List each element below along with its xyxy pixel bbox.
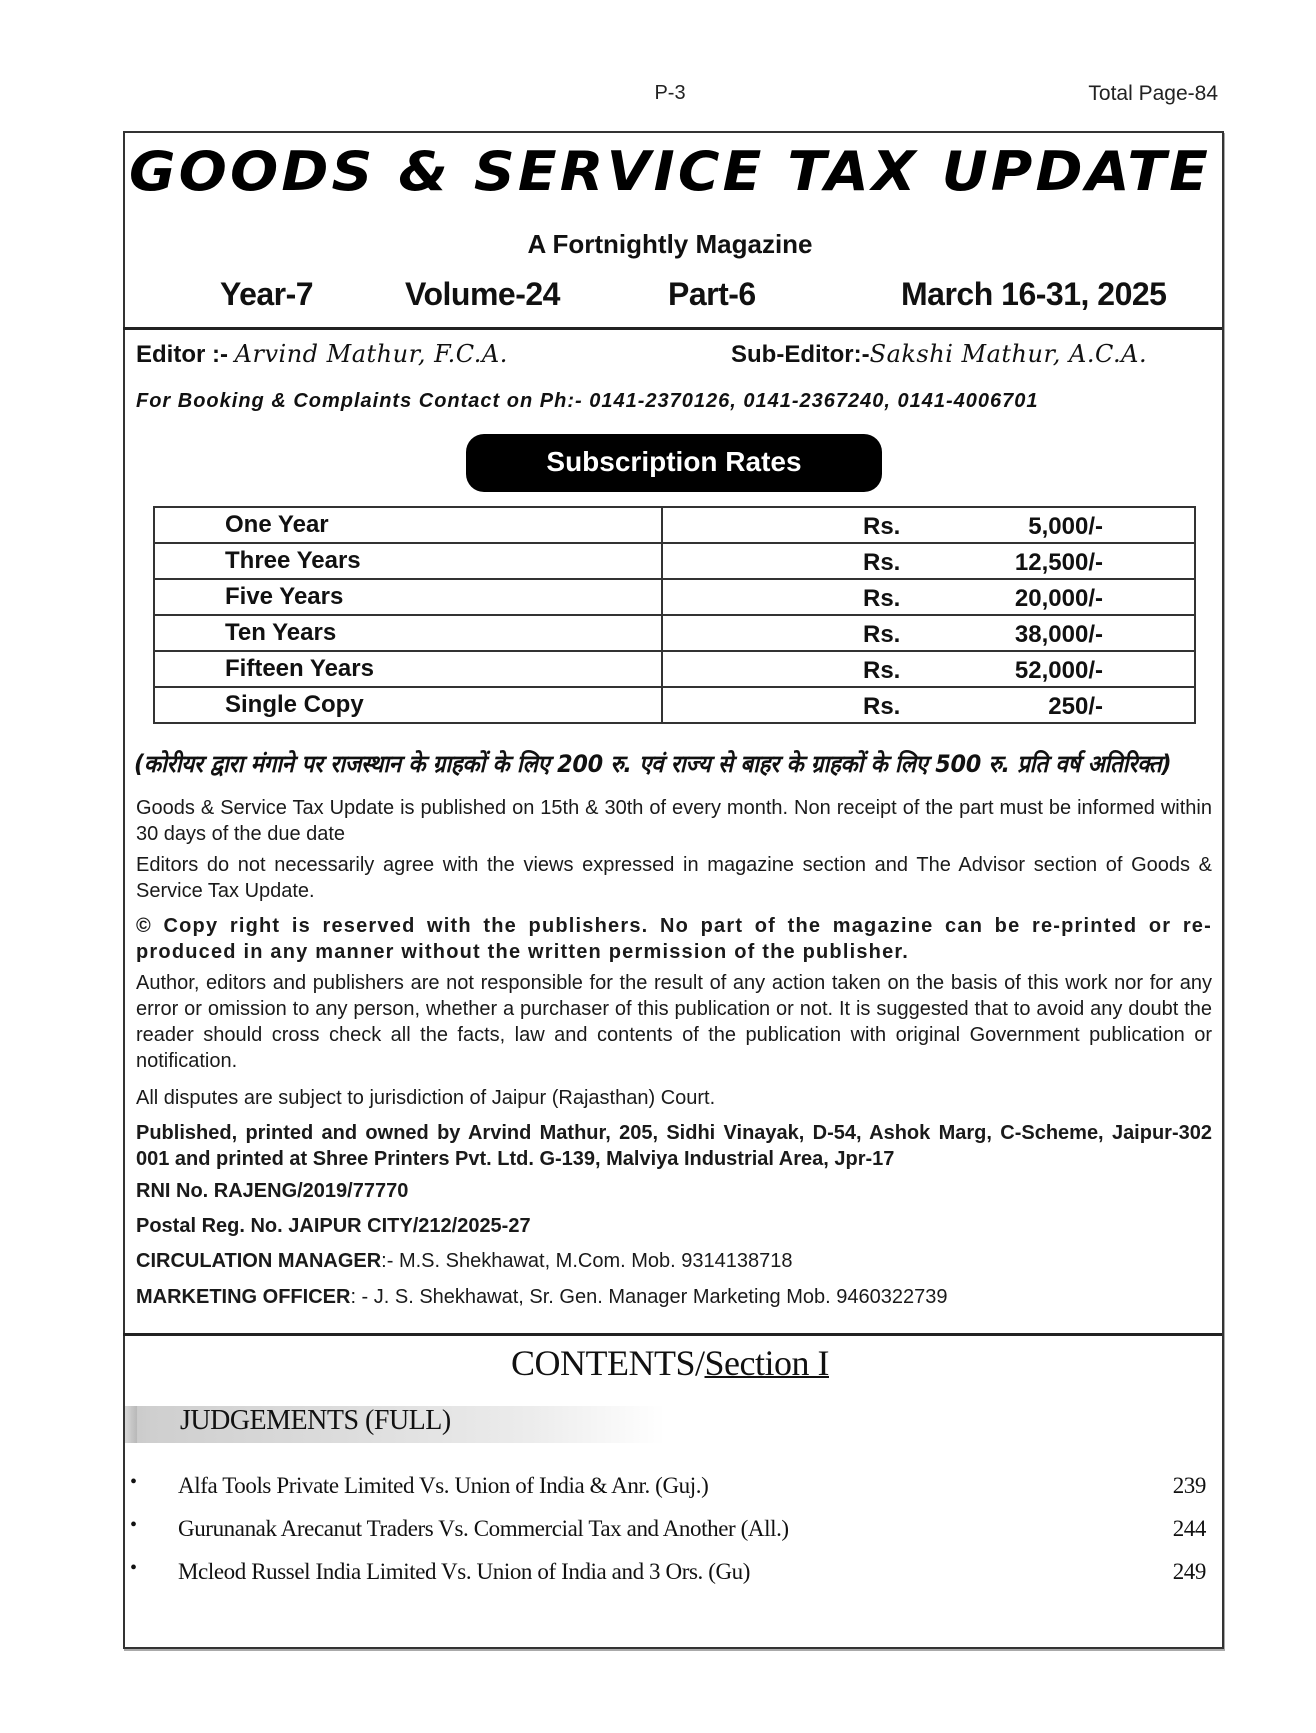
bullet-icon: • [130, 1557, 137, 1579]
case-title: Mcleod Russel India Limited Vs. Union of India and 3 Ors. (Gu) [178, 1559, 751, 1584]
currency-label: Rs. [863, 621, 901, 648]
plan-amount-cell [662, 687, 1195, 723]
case-page-number: 239 [1172, 1473, 1206, 1498]
plan-name: Ten Years [154, 615, 662, 651]
case-title: Alfa Tools Private Limited Vs. Union of India & Anr. (Guj.) [178, 1473, 709, 1498]
contents-section: Section I [704, 1343, 829, 1383]
subscription-row [154, 687, 1195, 723]
issue-year: Year-7 [220, 276, 314, 312]
plan-name: One Year [154, 507, 662, 543]
subscription-row [154, 579, 1195, 615]
case-title: Gurunanak Arecanut Traders Vs. Commercial Tax and Another (All.) [178, 1516, 789, 1541]
plan-amount-cell [662, 615, 1195, 651]
magazine-title: GOODS & SERVICE TAX UPDATE [128, 140, 1212, 203]
total-pages: Total Page-84 [1088, 82, 1218, 105]
case-page-number: 249 [1172, 1559, 1206, 1584]
subscription-row [154, 543, 1195, 579]
plan-name: Fifteen Years [154, 651, 662, 687]
bullet-icon: • [130, 1471, 137, 1493]
contents-heading [0, 1342, 1316, 1384]
plan-amount-cell [662, 651, 1195, 687]
subscription-table [153, 506, 1196, 724]
postal-reg-number: Postal Reg. No. JAIPUR CITY/212/2025-27 [136, 1215, 531, 1237]
issue-part: Part-6 [668, 276, 756, 312]
contents-title: CONTENTS/ [511, 1343, 705, 1383]
publication-schedule: Goods & Service Tax Update is published on 15th & 30th of every month. Non receipt of the part must be informed within 30 days of the due date [136, 797, 1212, 845]
plan-price: 12,500/- [1014, 549, 1103, 576]
publisher-info: Published, printed and owned by Arvind Mathur, 205, Sidhi Vinayak, D-54, Ashok Marg, C-Scheme, Jaipur-302 001 and printed at Shree Printers Pvt. Ltd. G-139, Malviya Industrial Area, Jpr-17 [136, 1122, 1212, 1170]
currency-label: Rs. [863, 585, 901, 612]
editors-disclaimer: Editors do not necessarily agree with the views expressed in magazine section and The Advisor section of Goods & Service Tax Update. [136, 854, 1212, 902]
liability-disclaimer: Author, editors and publishers are not responsible for the result of any action taken on the basis of this work nor for any error or omission to any person, whether a purchaser of this publication or not. It is suggested that to avoid any doubt the reader should cross check all the facts, law and contents of the publication with original Government publication or notification. [136, 972, 1212, 1072]
currency-label: Rs. [863, 549, 901, 576]
circulation-label: CIRCULATION MANAGER [136, 1250, 382, 1272]
case-page-number: 244 [1172, 1516, 1206, 1541]
masthead-divider [123, 327, 1222, 330]
plan-amount-cell [662, 507, 1195, 543]
subscription-row [154, 651, 1195, 687]
currency-label: Rs. [863, 513, 901, 540]
editor-label: Editor :- [136, 341, 228, 368]
magazine-subtitle: A Fortnightly Magazine [527, 229, 813, 259]
sub-editor-label: Sub-Editor:- [731, 341, 870, 368]
circulation-value: :- M.S. Shekhawat, M.Com. Mob. 9314138718 [381, 1250, 793, 1272]
rni-number: RNI No. RAJENG/2019/77770 [136, 1180, 409, 1202]
plan-amount-cell [662, 579, 1195, 615]
editor-name: Arvind Mathur, F.C.A. [234, 340, 508, 368]
copyright-notice: © Copy right is reserved with the publishers. No part of the magazine can be re-printed or re-produced in any manner without the written permission of the publisher. [136, 915, 1212, 963]
marketing-officer [136, 1284, 1212, 1310]
sub-editor-line [731, 340, 1147, 369]
issue-date: March 16-31, 2025 [901, 276, 1167, 312]
issue-volume: Volume-24 [405, 276, 560, 312]
plan-price: 52,000/- [1014, 657, 1103, 684]
circulation-manager [136, 1248, 1212, 1274]
plan-price: 20,000/- [1014, 585, 1103, 612]
courier-note: (कोरीयर द्वारा मंगाने पर राजस्थान के ग्राहकों के लिए 200 रु. एवं राज्य से बाहर के ग्राहकों के लिए 500 रु. प्रति वर्ष अतिरिक्त) [134, 750, 1172, 778]
currency-label: Rs. [863, 657, 901, 684]
contents-divider [123, 1333, 1222, 1336]
plan-name: Five Years [154, 579, 662, 615]
category-bar-edge [125, 1406, 137, 1443]
editor-line [136, 340, 508, 369]
plan-amount-cell [662, 543, 1195, 579]
sub-editor-name: Sakshi Mathur, A.C.A. [869, 340, 1148, 368]
plan-price: 38,000/- [1014, 621, 1103, 648]
currency-label: Rs. [863, 693, 901, 720]
jurisdiction-notice: All disputes are subject to jurisdiction of Jaipur (Rajasthan) Court. [136, 1087, 716, 1109]
plan-name: Three Years [154, 543, 662, 579]
category-title: JUDGEMENTS (FULL) [180, 1405, 451, 1436]
plan-name: Single Copy [154, 687, 662, 723]
page-number: P-3 [654, 82, 686, 104]
marketing-label: MARKETING OFFICER [136, 1286, 351, 1308]
subscription-row [154, 615, 1195, 651]
subscription-row [154, 507, 1195, 543]
plan-price: 250/- [1048, 693, 1103, 720]
bullet-icon: • [130, 1514, 137, 1536]
booking-contact: For Booking & Complaints Contact on Ph:- 0141-2370126, 0141-2367240, 0141-4006701 [136, 390, 1039, 412]
plan-price: 5,000/- [1028, 513, 1103, 540]
marketing-value: : - J. S. Shekhawat, Sr. Gen. Manager Marketing Mob. 9460322739 [350, 1286, 948, 1308]
subscription-heading: Subscription Rates [466, 434, 882, 492]
